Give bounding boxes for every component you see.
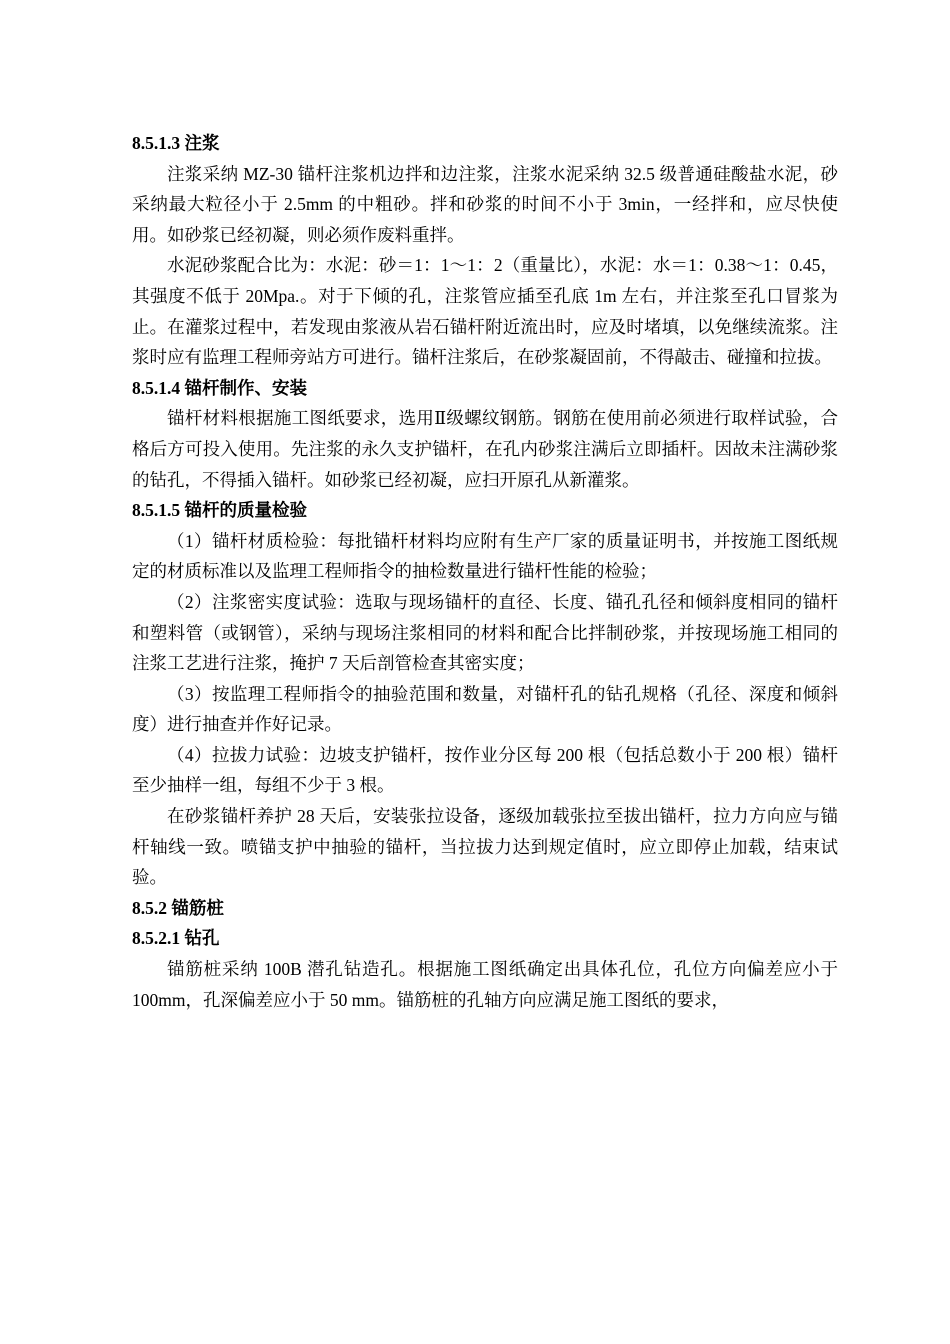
heading-drilling: 8.5.2.1 钻孔 [132, 928, 220, 949]
paragraph: 锚杆材料根据施工图纸要求，选用Ⅱ级螺纹钢筋。钢筋在使用前必须进行取样试验，合格后方可投入使用。先注浆的永久支护锚杆，在孔内砂浆注满后立即插杆。因故未注满砂浆的钻孔，不得插入锚杆。如砂浆已经初凝，应扫开原孔从新灌浆。 [132, 408, 838, 490]
paragraph: （3）按监理工程师指令的抽验范围和数量，对锚杆孔的钻孔规格（孔径、深度和倾斜度）进行抽查并作好记录。 [132, 683, 838, 735]
heading-anchor-pile: 8.5.2 锚筋桩 [132, 897, 224, 918]
paragraph: （1）锚杆材质检验：每批锚杆材料均应附有生产厂家的质量证明书，并按施工图纸规定的材质标准以及监理工程师指令的抽检数量进行锚杆性能的检验； [132, 530, 838, 582]
paragraph: （2）注浆密实度试验：选取与现场锚杆的直径、长度、锚孔孔径和倾斜度相同的锚杆和塑料管（或钢管），采纳与现场注浆相同的材料和配合比拌制砂浆，并按现场施工相同的注浆工艺进行注浆，掩护 7 天后剖管检查其密实度； [132, 591, 838, 674]
heading-anchor-fabrication: 8.5.1.4 锚杆制作、安装 [132, 377, 307, 398]
heading-quality-inspection: 8.5.1.5 锚杆的质量检验 [132, 500, 307, 521]
document-body [132, 128, 838, 1015]
paragraph: 锚筋桩采纳 100B 潜孔钻造孔。根据施工图纸确定出具体孔位，孔位方向偏差应小于 100mm，孔深偏差应小于 50 mm。锚筋桩的孔轴方向应满足施工图纸的要求， [132, 959, 838, 1010]
paragraph: 在砂浆锚杆养护 28 天后，安装张拉设备，逐级加载张拉至拔出锚杆，拉力方向应与锚杆轴线一致。喷锚支护中抽验的锚杆，当拉拔力达到规定值时，应立即停止加载，结束试验。 [132, 806, 838, 888]
heading-grouting: 8.5.1.3 注浆 [132, 133, 220, 153]
paragraph: 注浆采纳 MZ-30 锚杆注浆机边拌和边注浆，注浆水泥采纳 32.5 级普通硅酸盐水泥，砂采纳最大粒径小于 2.5mm 的中粗砂。拌和砂浆的时间不小于 3min，一经拌和，应尽快使用。如砂浆已经初凝，则必须作废料重拌。 [132, 163, 838, 245]
paragraph: （4）拉拔力试验：边坡支护锚杆，按作业分区每 200 根（包括总数小于 200 根）锚杆至少抽样一组，每组不少于 3 根。 [132, 744, 838, 796]
paragraph: 水泥砂浆配合比为：水泥：砂＝1：1～1：2（重量比），水泥：水＝1：0.38～1：0.45，其强度不低于 20Mpa.。对于下倾的孔，注浆管应插至孔底 1m 左右，并注浆至孔口冒浆为止。在灌浆过程中，若发现由浆液从岩石锚杆附近流出时，应及时堵填，以免继续流浆。注浆时应有监理工程师旁站方可进行。锚杆注浆后，在砂浆凝固前，不得敲击、碰撞和拉拔。 [132, 255, 838, 368]
